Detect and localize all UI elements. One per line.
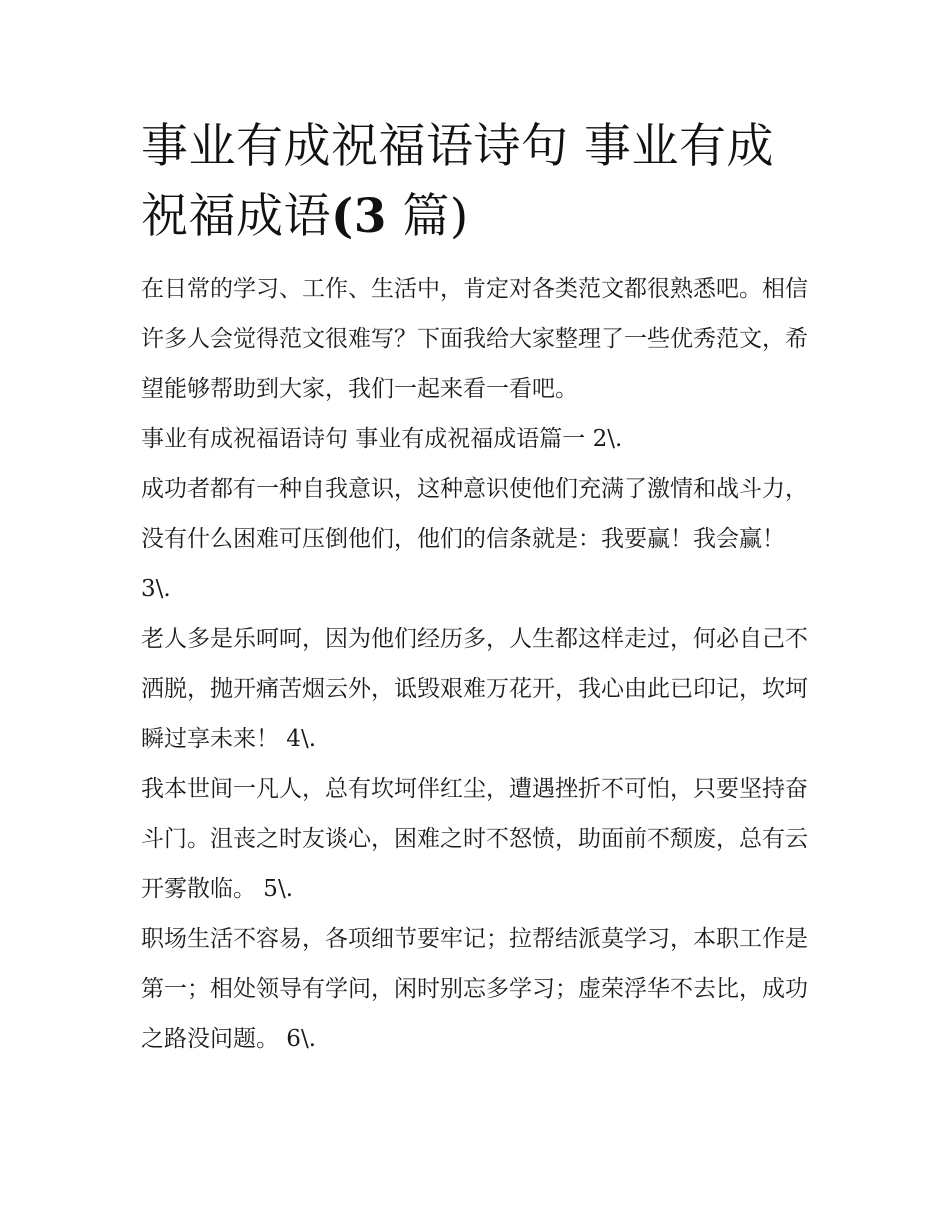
title-text-count: (3 — [331, 189, 387, 244]
document-body — [141, 112, 813, 1064]
intro-paragraph: 在日常的学习、工作、生活中，肯定对各类范文都很熟悉吧。相信许多人会觉得范文很难写？下面我给大家整理了一些优秀范文，希望能够帮助到大家，我们一起来看一看吧。 — [141, 276, 808, 402]
blessing-paragraph: 我本世间一凡人，总有坎坷伴红尘，遭遇挫折不可怕，只要坚持奋斗门。沮丧之时友谈心，困难之时不怒愤，助面前不颓废，总有云开雾散临。 5\. — [141, 776, 808, 902]
blessing-paragraph: 职场生活不容易，各项细节要牢记；拉帮结派莫学习，本职工作是第一；相处领导有学问，闲时别忘多学习；虚荣浮华不去比，成功之路没问题。 6\. — [141, 926, 808, 1052]
title-text-main: 事业有成祝福语诗句 事业有成祝福成语 — [141, 119, 774, 244]
section-heading: 事业有成祝福语诗句 事业有成祝福成语篇一 2\. — [141, 426, 623, 452]
blessing-paragraph: 成功者都有一种自我意识，这种意识使他们充满了激情和战斗力，没有什么困难可压倒他们，他们的信条就是：我要赢！我会赢！ 3\. — [141, 476, 808, 602]
blessing-paragraph: 老人多是乐呵呵，因为他们经历多，人生都这样走过，何必自己不洒脱，抛开痛苦烟云外，诋毁艰难万花开，我心由此已印记，坎坷瞬过享未来！ 4\. — [141, 626, 808, 752]
title-text-suffix: 篇) — [386, 189, 469, 244]
document-title — [141, 112, 813, 252]
